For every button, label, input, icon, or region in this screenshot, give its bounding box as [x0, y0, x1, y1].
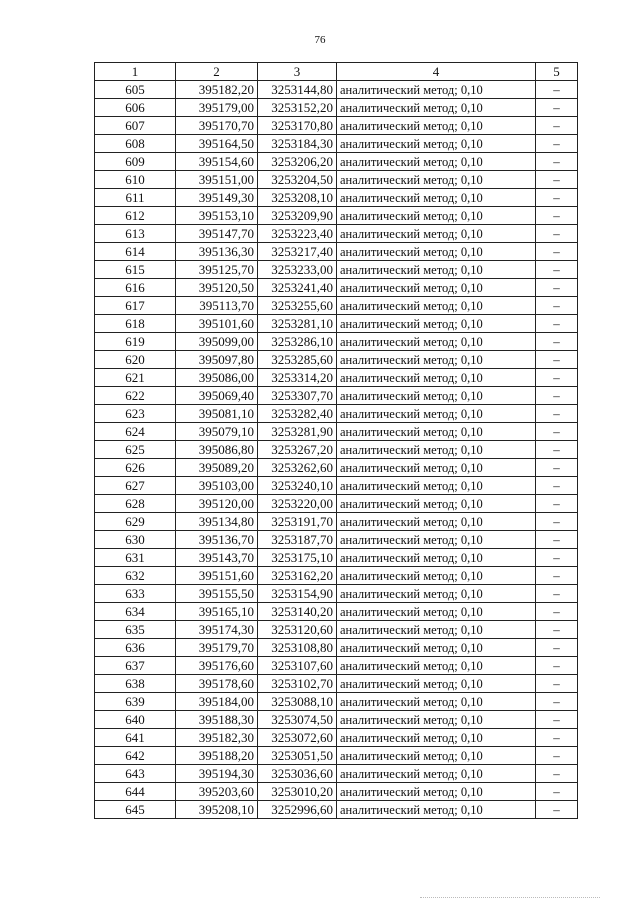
table-row [95, 729, 578, 747]
y-coordinate-cell: 3253088,10 [258, 693, 337, 711]
y-coordinate-cell: 3253286,10 [258, 333, 337, 351]
x-coordinate-cell: 395086,80 [176, 441, 258, 459]
x-coordinate-cell: 395089,20 [176, 459, 258, 477]
point-number-cell: 638 [95, 675, 176, 693]
note-cell: – [536, 549, 578, 567]
point-number-cell: 642 [95, 747, 176, 765]
method-accuracy-cell: аналитический метод; 0,10 [337, 279, 536, 297]
x-coordinate-cell: 395136,30 [176, 243, 258, 261]
table-row [95, 261, 578, 279]
y-coordinate-cell: 3253162,20 [258, 567, 337, 585]
note-cell: – [536, 261, 578, 279]
method-accuracy-cell: аналитический метод; 0,10 [337, 693, 536, 711]
table-row [95, 477, 578, 495]
note-cell: – [536, 315, 578, 333]
y-coordinate-cell: 3253010,20 [258, 783, 337, 801]
table-row [95, 693, 578, 711]
table-row [95, 369, 578, 387]
table-row [95, 225, 578, 243]
point-number-cell: 614 [95, 243, 176, 261]
y-coordinate-cell: 3253170,80 [258, 117, 337, 135]
note-cell: – [536, 153, 578, 171]
y-coordinate-cell: 3253255,60 [258, 297, 337, 315]
x-coordinate-cell: 395178,60 [176, 675, 258, 693]
x-coordinate-cell: 395113,70 [176, 297, 258, 315]
note-cell: – [536, 423, 578, 441]
point-number-cell: 634 [95, 603, 176, 621]
x-coordinate-cell: 395079,10 [176, 423, 258, 441]
x-coordinate-cell: 395194,30 [176, 765, 258, 783]
table-row [95, 99, 578, 117]
table-row [95, 297, 578, 315]
method-accuracy-cell: аналитический метод; 0,10 [337, 315, 536, 333]
point-number-cell: 621 [95, 369, 176, 387]
y-coordinate-cell: 3253204,50 [258, 171, 337, 189]
point-number-cell: 641 [95, 729, 176, 747]
x-coordinate-cell: 395120,00 [176, 495, 258, 513]
method-accuracy-cell: аналитический метод; 0,10 [337, 117, 536, 135]
coordinates-table-container [94, 62, 578, 819]
method-accuracy-cell: аналитический метод; 0,10 [337, 603, 536, 621]
point-number-cell: 624 [95, 423, 176, 441]
point-number-cell: 617 [95, 297, 176, 315]
table-row [95, 657, 578, 675]
note-cell: – [536, 279, 578, 297]
x-coordinate-cell: 395174,30 [176, 621, 258, 639]
y-coordinate-cell: 3253120,60 [258, 621, 337, 639]
note-cell: – [536, 99, 578, 117]
table-row [95, 747, 578, 765]
note-cell: – [536, 729, 578, 747]
point-number-cell: 637 [95, 657, 176, 675]
note-cell: – [536, 333, 578, 351]
point-number-cell: 626 [95, 459, 176, 477]
note-cell: – [536, 621, 578, 639]
method-accuracy-cell: аналитический метод; 0,10 [337, 765, 536, 783]
y-coordinate-cell: 3253241,40 [258, 279, 337, 297]
method-accuracy-cell: аналитический метод; 0,10 [337, 711, 536, 729]
footer-scan-mark [420, 897, 600, 901]
y-coordinate-cell: 3253223,40 [258, 225, 337, 243]
y-coordinate-cell: 3253036,60 [258, 765, 337, 783]
method-accuracy-cell: аналитический метод; 0,10 [337, 783, 536, 801]
y-coordinate-cell: 3253262,60 [258, 459, 337, 477]
table-row [95, 81, 578, 99]
x-coordinate-cell: 395081,10 [176, 405, 258, 423]
method-accuracy-cell: аналитический метод; 0,10 [337, 549, 536, 567]
table-row [95, 153, 578, 171]
point-number-cell: 616 [95, 279, 176, 297]
x-coordinate-cell: 395182,30 [176, 729, 258, 747]
table-row [95, 801, 578, 819]
method-accuracy-cell: аналитический метод; 0,10 [337, 567, 536, 585]
point-number-cell: 631 [95, 549, 176, 567]
method-accuracy-cell: аналитический метод; 0,10 [337, 387, 536, 405]
y-coordinate-cell: 3253285,60 [258, 351, 337, 369]
y-coordinate-cell: 3253282,40 [258, 405, 337, 423]
note-cell: – [536, 801, 578, 819]
x-coordinate-cell: 395103,00 [176, 477, 258, 495]
table-row [95, 387, 578, 405]
method-accuracy-cell: аналитический метод; 0,10 [337, 297, 536, 315]
method-accuracy-cell: аналитический метод; 0,10 [337, 153, 536, 171]
point-number-cell: 609 [95, 153, 176, 171]
note-cell: – [536, 603, 578, 621]
x-coordinate-cell: 395101,60 [176, 315, 258, 333]
method-accuracy-cell: аналитический метод; 0,10 [337, 243, 536, 261]
note-cell: – [536, 297, 578, 315]
method-accuracy-cell: аналитический метод; 0,10 [337, 675, 536, 693]
table-row [95, 171, 578, 189]
method-accuracy-cell: аналитический метод; 0,10 [337, 333, 536, 351]
y-coordinate-cell: 3253206,20 [258, 153, 337, 171]
y-coordinate-cell: 3253140,20 [258, 603, 337, 621]
point-number-cell: 643 [95, 765, 176, 783]
point-number-cell: 640 [95, 711, 176, 729]
method-accuracy-cell: аналитический метод; 0,10 [337, 423, 536, 441]
point-number-cell: 628 [95, 495, 176, 513]
x-coordinate-cell: 395125,70 [176, 261, 258, 279]
x-coordinate-cell: 395136,70 [176, 531, 258, 549]
y-coordinate-cell: 3253051,50 [258, 747, 337, 765]
point-number-cell: 627 [95, 477, 176, 495]
y-coordinate-cell: 3253152,20 [258, 99, 337, 117]
method-accuracy-cell: аналитический метод; 0,10 [337, 513, 536, 531]
method-accuracy-cell: аналитический метод; 0,10 [337, 351, 536, 369]
table-row [95, 585, 578, 603]
x-coordinate-cell: 395149,30 [176, 189, 258, 207]
y-coordinate-cell: 3253175,10 [258, 549, 337, 567]
y-coordinate-cell: 3252996,60 [258, 801, 337, 819]
x-coordinate-cell: 395147,70 [176, 225, 258, 243]
method-accuracy-cell: аналитический метод; 0,10 [337, 135, 536, 153]
point-number-cell: 618 [95, 315, 176, 333]
method-accuracy-cell: аналитический метод; 0,10 [337, 729, 536, 747]
header-col-1: 1 [95, 63, 176, 81]
table-row [95, 495, 578, 513]
header-col-2: 2 [176, 63, 258, 81]
note-cell: – [536, 369, 578, 387]
point-number-cell: 629 [95, 513, 176, 531]
method-accuracy-cell: аналитический метод; 0,10 [337, 441, 536, 459]
table-row [95, 603, 578, 621]
point-number-cell: 615 [95, 261, 176, 279]
point-number-cell: 645 [95, 801, 176, 819]
table-row [95, 423, 578, 441]
table-row [95, 189, 578, 207]
table-row [95, 135, 578, 153]
point-number-cell: 630 [95, 531, 176, 549]
note-cell: – [536, 351, 578, 369]
y-coordinate-cell: 3253209,90 [258, 207, 337, 225]
table-row [95, 405, 578, 423]
point-number-cell: 606 [95, 99, 176, 117]
point-number-cell: 632 [95, 567, 176, 585]
y-coordinate-cell: 3253217,40 [258, 243, 337, 261]
note-cell: – [536, 117, 578, 135]
note-cell: – [536, 693, 578, 711]
point-number-cell: 611 [95, 189, 176, 207]
y-coordinate-cell: 3253144,80 [258, 81, 337, 99]
y-coordinate-cell: 3253208,10 [258, 189, 337, 207]
table-row [95, 279, 578, 297]
y-coordinate-cell: 3253072,60 [258, 729, 337, 747]
method-accuracy-cell: аналитический метод; 0,10 [337, 747, 536, 765]
point-number-cell: 644 [95, 783, 176, 801]
x-coordinate-cell: 395120,50 [176, 279, 258, 297]
method-accuracy-cell: аналитический метод; 0,10 [337, 369, 536, 387]
table-row [95, 315, 578, 333]
note-cell: – [536, 459, 578, 477]
note-cell: – [536, 243, 578, 261]
header-col-4: 4 [337, 63, 536, 81]
y-coordinate-cell: 3253281,90 [258, 423, 337, 441]
x-coordinate-cell: 395134,80 [176, 513, 258, 531]
note-cell: – [536, 747, 578, 765]
x-coordinate-cell: 395170,70 [176, 117, 258, 135]
note-cell: – [536, 531, 578, 549]
method-accuracy-cell: аналитический метод; 0,10 [337, 657, 536, 675]
table-row [95, 351, 578, 369]
note-cell: – [536, 405, 578, 423]
method-accuracy-cell: аналитический метод; 0,10 [337, 639, 536, 657]
y-coordinate-cell: 3253107,60 [258, 657, 337, 675]
point-number-cell: 633 [95, 585, 176, 603]
x-coordinate-cell: 395143,70 [176, 549, 258, 567]
point-number-cell: 608 [95, 135, 176, 153]
note-cell: – [536, 135, 578, 153]
x-coordinate-cell: 395176,60 [176, 657, 258, 675]
table-body [95, 81, 578, 819]
point-number-cell: 635 [95, 621, 176, 639]
table-row [95, 639, 578, 657]
table-row [95, 207, 578, 225]
method-accuracy-cell: аналитический метод; 0,10 [337, 81, 536, 99]
x-coordinate-cell: 395188,30 [176, 711, 258, 729]
table-row [95, 711, 578, 729]
page-number: 76 [314, 34, 326, 46]
x-coordinate-cell: 395164,50 [176, 135, 258, 153]
x-coordinate-cell: 395165,10 [176, 603, 258, 621]
table-row [95, 783, 578, 801]
table-row [95, 675, 578, 693]
note-cell: – [536, 783, 578, 801]
y-coordinate-cell: 3253187,70 [258, 531, 337, 549]
y-coordinate-cell: 3253074,50 [258, 711, 337, 729]
method-accuracy-cell: аналитический метод; 0,10 [337, 531, 536, 549]
method-accuracy-cell: аналитический метод; 0,10 [337, 585, 536, 603]
note-cell: – [536, 711, 578, 729]
y-coordinate-cell: 3253191,70 [258, 513, 337, 531]
x-coordinate-cell: 395155,50 [176, 585, 258, 603]
method-accuracy-cell: аналитический метод; 0,10 [337, 99, 536, 117]
note-cell: – [536, 585, 578, 603]
note-cell: – [536, 477, 578, 495]
y-coordinate-cell: 3253314,20 [258, 369, 337, 387]
method-accuracy-cell: аналитический метод; 0,10 [337, 801, 536, 819]
point-number-cell: 625 [95, 441, 176, 459]
point-number-cell: 620 [95, 351, 176, 369]
method-accuracy-cell: аналитический метод; 0,10 [337, 495, 536, 513]
table-row [95, 531, 578, 549]
note-cell: – [536, 513, 578, 531]
note-cell: – [536, 567, 578, 585]
table-row [95, 459, 578, 477]
header-col-5: 5 [536, 63, 578, 81]
method-accuracy-cell: аналитический метод; 0,10 [337, 171, 536, 189]
y-coordinate-cell: 3253108,80 [258, 639, 337, 657]
x-coordinate-cell: 395153,10 [176, 207, 258, 225]
x-coordinate-cell: 395086,00 [176, 369, 258, 387]
note-cell: – [536, 441, 578, 459]
note-cell: – [536, 207, 578, 225]
note-cell: – [536, 675, 578, 693]
y-coordinate-cell: 3253184,30 [258, 135, 337, 153]
method-accuracy-cell: аналитический метод; 0,10 [337, 261, 536, 279]
y-coordinate-cell: 3253267,20 [258, 441, 337, 459]
y-coordinate-cell: 3253233,00 [258, 261, 337, 279]
table-row [95, 513, 578, 531]
coordinates-table [94, 62, 578, 819]
y-coordinate-cell: 3253154,90 [258, 585, 337, 603]
y-coordinate-cell: 3253240,10 [258, 477, 337, 495]
table-row [95, 567, 578, 585]
point-number-cell: 636 [95, 639, 176, 657]
x-coordinate-cell: 395179,00 [176, 99, 258, 117]
x-coordinate-cell: 395184,00 [176, 693, 258, 711]
note-cell: – [536, 765, 578, 783]
note-cell: – [536, 171, 578, 189]
x-coordinate-cell: 395151,60 [176, 567, 258, 585]
y-coordinate-cell: 3253281,10 [258, 315, 337, 333]
point-number-cell: 623 [95, 405, 176, 423]
table-row [95, 621, 578, 639]
note-cell: – [536, 81, 578, 99]
method-accuracy-cell: аналитический метод; 0,10 [337, 207, 536, 225]
method-accuracy-cell: аналитический метод; 0,10 [337, 477, 536, 495]
note-cell: – [536, 225, 578, 243]
table-row [95, 243, 578, 261]
header-col-3: 3 [258, 63, 337, 81]
table-row [95, 441, 578, 459]
point-number-cell: 613 [95, 225, 176, 243]
table-row [95, 765, 578, 783]
note-cell: – [536, 495, 578, 513]
table-row [95, 549, 578, 567]
point-number-cell: 612 [95, 207, 176, 225]
note-cell: – [536, 189, 578, 207]
table-row [95, 333, 578, 351]
x-coordinate-cell: 395151,00 [176, 171, 258, 189]
point-number-cell: 605 [95, 81, 176, 99]
method-accuracy-cell: аналитический метод; 0,10 [337, 621, 536, 639]
x-coordinate-cell: 395097,80 [176, 351, 258, 369]
method-accuracy-cell: аналитический метод; 0,10 [337, 225, 536, 243]
point-number-cell: 622 [95, 387, 176, 405]
y-coordinate-cell: 3253307,70 [258, 387, 337, 405]
x-coordinate-cell: 395203,60 [176, 783, 258, 801]
method-accuracy-cell: аналитический метод; 0,10 [337, 189, 536, 207]
table-header-row [95, 63, 578, 81]
point-number-cell: 639 [95, 693, 176, 711]
note-cell: – [536, 657, 578, 675]
point-number-cell: 619 [95, 333, 176, 351]
method-accuracy-cell: аналитический метод; 0,10 [337, 459, 536, 477]
point-number-cell: 610 [95, 171, 176, 189]
x-coordinate-cell: 395208,10 [176, 801, 258, 819]
method-accuracy-cell: аналитический метод; 0,10 [337, 405, 536, 423]
x-coordinate-cell: 395069,40 [176, 387, 258, 405]
x-coordinate-cell: 395188,20 [176, 747, 258, 765]
x-coordinate-cell: 395154,60 [176, 153, 258, 171]
note-cell: – [536, 387, 578, 405]
x-coordinate-cell: 395179,70 [176, 639, 258, 657]
x-coordinate-cell: 395182,20 [176, 81, 258, 99]
x-coordinate-cell: 395099,00 [176, 333, 258, 351]
y-coordinate-cell: 3253220,00 [258, 495, 337, 513]
y-coordinate-cell: 3253102,70 [258, 675, 337, 693]
note-cell: – [536, 639, 578, 657]
point-number-cell: 607 [95, 117, 176, 135]
table-row [95, 117, 578, 135]
